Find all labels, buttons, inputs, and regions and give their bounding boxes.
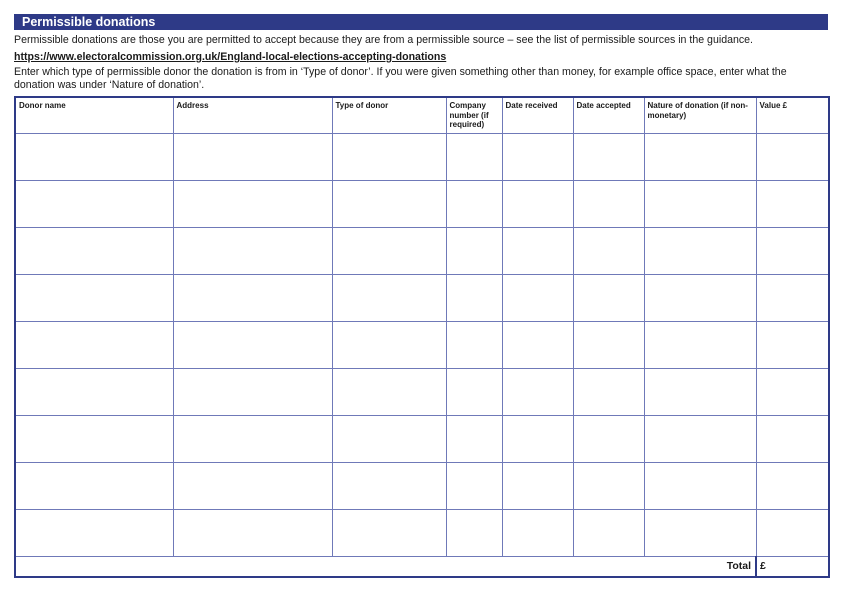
table-row — [15, 274, 829, 321]
company-number-field[interactable] — [446, 509, 502, 556]
table-row — [15, 368, 829, 415]
address-field[interactable] — [173, 227, 332, 274]
nature-of-donation-field[interactable] — [644, 509, 756, 556]
date-received-field[interactable] — [502, 321, 573, 368]
donor-name-field[interactable] — [15, 227, 173, 274]
address-field[interactable] — [173, 321, 332, 368]
address-field[interactable] — [173, 368, 332, 415]
value-field[interactable] — [756, 274, 829, 321]
column-header-nature-of-donation: Nature of donation (if non-monetary) — [644, 97, 756, 133]
donor-name-field[interactable] — [15, 274, 173, 321]
donor-name-field[interactable] — [15, 133, 173, 180]
address-field[interactable] — [173, 462, 332, 509]
date-accepted-field[interactable] — [573, 274, 644, 321]
date-received-field[interactable] — [502, 509, 573, 556]
intro-text: Permissible donations are those you are permitted to accept because they are from a permissible source – see the list of permissible sources in the guidance. — [14, 34, 754, 46]
address-field[interactable] — [173, 133, 332, 180]
date-accepted-field[interactable] — [573, 462, 644, 509]
type-of-donor-field[interactable] — [332, 321, 446, 368]
nature-of-donation-field[interactable] — [644, 415, 756, 462]
type-of-donor-field[interactable] — [332, 415, 446, 462]
value-field[interactable] — [756, 321, 829, 368]
section-title: Permissible donations — [14, 14, 828, 30]
date-received-field[interactable] — [502, 368, 573, 415]
value-field[interactable] — [756, 509, 829, 556]
company-number-field[interactable] — [446, 415, 502, 462]
date-accepted-field[interactable] — [573, 368, 644, 415]
instructions-text: Enter which type of permissible donor the donation is from in ‘Type of donor’. If you were given something other than money, for example office space, enter what the donation was under ‘Nature of donation’. — [14, 66, 787, 91]
type-of-donor-field[interactable] — [332, 509, 446, 556]
donor-name-field[interactable] — [15, 415, 173, 462]
table-row — [15, 133, 829, 180]
company-number-field[interactable] — [446, 368, 502, 415]
date-received-field[interactable] — [502, 415, 573, 462]
address-field[interactable] — [173, 509, 332, 556]
guidance-link[interactable]: https://www.electoralcommission.org.uk/England-local-elections-accepting-donations — [14, 51, 447, 63]
value-field[interactable] — [756, 180, 829, 227]
nature-of-donation-field[interactable] — [644, 368, 756, 415]
nature-of-donation-field[interactable] — [644, 321, 756, 368]
address-field[interactable] — [173, 274, 332, 321]
date-received-field[interactable] — [502, 133, 573, 180]
company-number-field[interactable] — [446, 274, 502, 321]
column-header-company-number: Company number (if required) — [446, 97, 502, 133]
company-number-field[interactable] — [446, 180, 502, 227]
donations-table — [14, 96, 830, 578]
donor-name-field[interactable] — [15, 462, 173, 509]
date-accepted-field[interactable] — [573, 509, 644, 556]
table-row — [15, 509, 829, 556]
address-field[interactable] — [173, 415, 332, 462]
date-accepted-field[interactable] — [573, 321, 644, 368]
date-accepted-field[interactable] — [573, 180, 644, 227]
donor-name-field[interactable] — [15, 321, 173, 368]
nature-of-donation-field[interactable] — [644, 462, 756, 509]
table-row — [15, 462, 829, 509]
table-row — [15, 415, 829, 462]
company-number-field[interactable] — [446, 462, 502, 509]
value-field[interactable] — [756, 415, 829, 462]
donation-rows — [15, 133, 829, 556]
date-received-field[interactable] — [502, 462, 573, 509]
total-row — [15, 556, 829, 577]
date-accepted-field[interactable] — [573, 415, 644, 462]
column-header-type-of-donor: Type of donor — [332, 97, 446, 133]
date-accepted-field[interactable] — [573, 227, 644, 274]
type-of-donor-field[interactable] — [332, 274, 446, 321]
date-received-field[interactable] — [502, 227, 573, 274]
donor-name-field[interactable] — [15, 368, 173, 415]
value-field[interactable] — [756, 462, 829, 509]
value-field[interactable] — [756, 133, 829, 180]
column-header-value: Value £ — [756, 97, 829, 133]
table-row — [15, 180, 829, 227]
column-header-date-accepted: Date accepted — [573, 97, 644, 133]
type-of-donor-field[interactable] — [332, 133, 446, 180]
column-header-date-received: Date received — [502, 97, 573, 133]
column-header-donor-name: Donor name — [15, 97, 173, 133]
date-received-field[interactable] — [502, 180, 573, 227]
total-value-field[interactable]: £ — [756, 556, 829, 577]
type-of-donor-field[interactable] — [332, 462, 446, 509]
nature-of-donation-field[interactable] — [644, 133, 756, 180]
nature-of-donation-field[interactable] — [644, 274, 756, 321]
nature-of-donation-field[interactable] — [644, 227, 756, 274]
company-number-field[interactable] — [446, 133, 502, 180]
company-number-field[interactable] — [446, 227, 502, 274]
donor-name-field[interactable] — [15, 509, 173, 556]
address-field[interactable] — [173, 180, 332, 227]
date-received-field[interactable] — [502, 274, 573, 321]
table-header-row — [15, 97, 829, 133]
company-number-field[interactable] — [446, 321, 502, 368]
donor-name-field[interactable] — [15, 180, 173, 227]
date-accepted-field[interactable] — [573, 133, 644, 180]
type-of-donor-field[interactable] — [332, 368, 446, 415]
table-row — [15, 227, 829, 274]
column-header-address: Address — [173, 97, 332, 133]
type-of-donor-field[interactable] — [332, 180, 446, 227]
type-of-donor-field[interactable] — [332, 227, 446, 274]
table-row — [15, 321, 829, 368]
total-label: Total — [15, 556, 756, 577]
value-field[interactable] — [756, 227, 829, 274]
nature-of-donation-field[interactable] — [644, 180, 756, 227]
value-field[interactable] — [756, 368, 829, 415]
